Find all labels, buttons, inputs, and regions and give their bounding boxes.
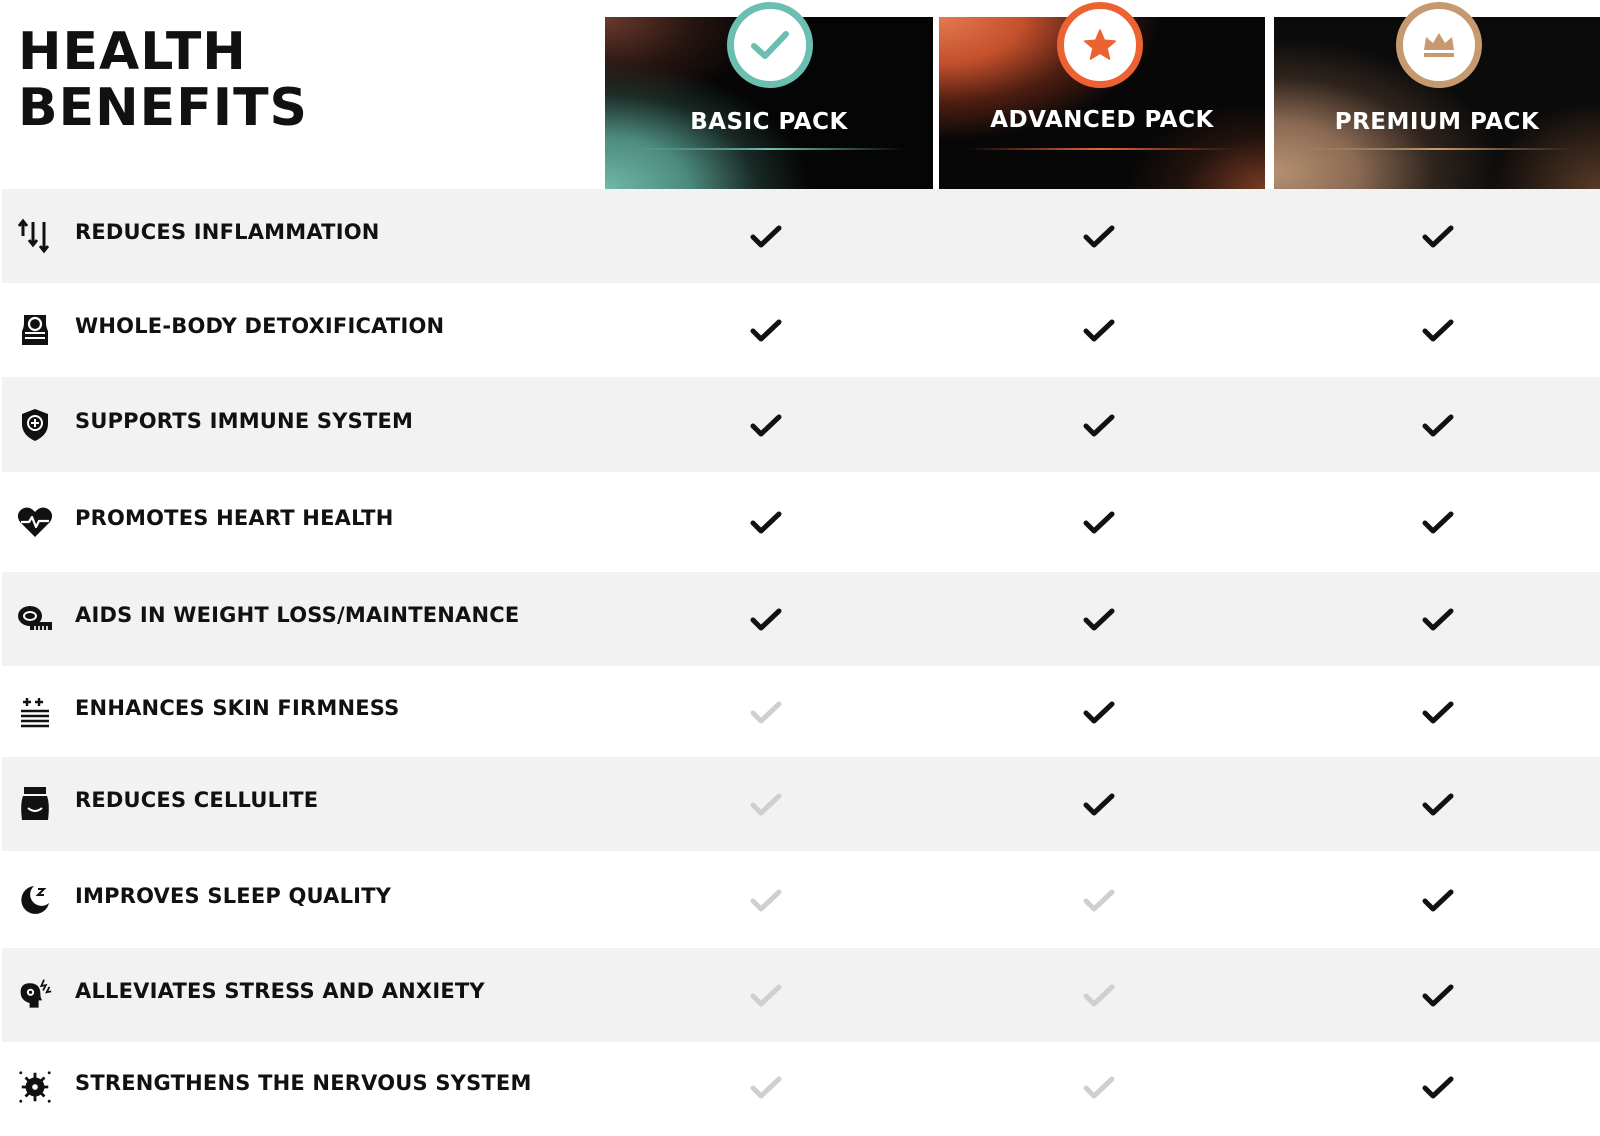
hips-icon — [17, 786, 53, 822]
premium-pack-included-check-icon — [1422, 888, 1454, 914]
stressed-head-icon — [17, 977, 53, 1013]
benefits-table — [2, 189, 1600, 1132]
advanced-pack-included-check-icon — [1083, 792, 1115, 818]
basic-pack-underline — [633, 148, 905, 150]
benefit-row — [2, 472, 1600, 572]
benefit-label: AIDS IN WEIGHT LOSS/MAINTENANCE — [75, 603, 520, 627]
advanced-pack-underline — [967, 148, 1237, 150]
advanced-pack-included-check-icon — [1083, 700, 1115, 726]
advanced-pack-excluded-check-icon — [1083, 983, 1115, 1009]
benefit-row — [2, 189, 1600, 283]
page-title — [18, 24, 308, 136]
body-detox-icon — [17, 312, 53, 348]
crown-icon — [1420, 30, 1458, 60]
advanced-pack-included-check-icon — [1083, 224, 1115, 250]
premium-pack-included-check-icon — [1422, 607, 1454, 633]
premium-pack-included-check-icon — [1422, 413, 1454, 439]
basic-pack-excluded-check-icon — [750, 700, 782, 726]
benefit-row — [2, 666, 1600, 757]
title-line-2: BENEFITS — [18, 78, 308, 138]
advanced-pack-included-check-icon — [1083, 413, 1115, 439]
premium-pack-badge — [1396, 2, 1482, 88]
title-line-1: HEALTH — [18, 22, 247, 82]
advanced-pack-label: ADVANCED PACK — [990, 107, 1214, 133]
basic-pack-excluded-check-icon — [750, 792, 782, 818]
premium-pack-included-check-icon — [1422, 224, 1454, 250]
benefit-row — [2, 757, 1600, 851]
benefit-label: SUPPORTS IMMUNE SYSTEM — [75, 408, 414, 433]
premium-pack-included-check-icon — [1422, 318, 1454, 344]
measuring-tape-icon — [17, 601, 53, 637]
premium-pack-included-check-icon — [1422, 510, 1454, 536]
basic-pack-badge — [727, 2, 813, 88]
benefit-label: STRENGTHENS THE NERVOUS SYSTEM — [75, 1071, 532, 1095]
basic-pack-included-check-icon — [750, 224, 782, 250]
benefit-label: ENHANCES SKIN FIRMNESS — [75, 695, 400, 720]
benefit-row — [2, 851, 1600, 948]
basic-pack-excluded-check-icon — [750, 983, 782, 1009]
benefit-label: PROMOTES HEART HEALTH — [75, 506, 394, 530]
heart-pulse-icon — [17, 504, 53, 540]
advanced-pack-included-check-icon — [1083, 318, 1115, 344]
premium-pack-included-check-icon — [1422, 1075, 1454, 1101]
basic-pack-included-check-icon — [750, 607, 782, 633]
benefit-row — [2, 948, 1600, 1042]
premium-pack-included-check-icon — [1422, 792, 1454, 818]
nervous-system-icon — [17, 1069, 53, 1105]
basic-pack-included-check-icon — [750, 510, 782, 536]
basic-pack-excluded-check-icon — [750, 888, 782, 914]
advanced-pack-excluded-check-icon — [1083, 888, 1115, 914]
basic-pack-included-check-icon — [750, 318, 782, 344]
basic-pack-included-check-icon — [750, 413, 782, 439]
basic-pack-excluded-check-icon — [750, 1075, 782, 1101]
premium-pack-label: PREMIUM PACK — [1334, 109, 1540, 135]
skin-layers-icon — [17, 694, 53, 730]
benefit-label: REDUCES INFLAMMATION — [75, 220, 380, 244]
benefit-row — [2, 572, 1600, 666]
benefit-label: WHOLE-BODY DETOXIFICATION — [75, 314, 445, 338]
arrows-down-icon — [17, 218, 53, 254]
benefit-row — [2, 1042, 1600, 1132]
benefit-label: IMPROVES SLEEP QUALITY — [75, 883, 392, 908]
basic-pack-label: BASIC PACK — [690, 109, 848, 135]
premium-pack-included-check-icon — [1422, 983, 1454, 1009]
benefit-label: REDUCES CELLULITE — [75, 788, 319, 812]
benefit-row — [2, 377, 1600, 472]
benefit-row — [2, 283, 1600, 377]
check-icon — [750, 29, 790, 61]
advanced-pack-included-check-icon — [1083, 510, 1115, 536]
advanced-pack-included-check-icon — [1083, 607, 1115, 633]
premium-pack-included-check-icon — [1422, 700, 1454, 726]
premium-pack-underline — [1302, 148, 1572, 150]
advanced-pack-badge — [1057, 2, 1143, 88]
moon-sleep-icon — [17, 882, 53, 918]
benefit-label: ALLEVIATES STRESS AND ANXIETY — [75, 979, 485, 1003]
shield-plus-icon — [17, 407, 53, 443]
advanced-pack-excluded-check-icon — [1083, 1075, 1115, 1101]
star-icon — [1082, 27, 1118, 63]
